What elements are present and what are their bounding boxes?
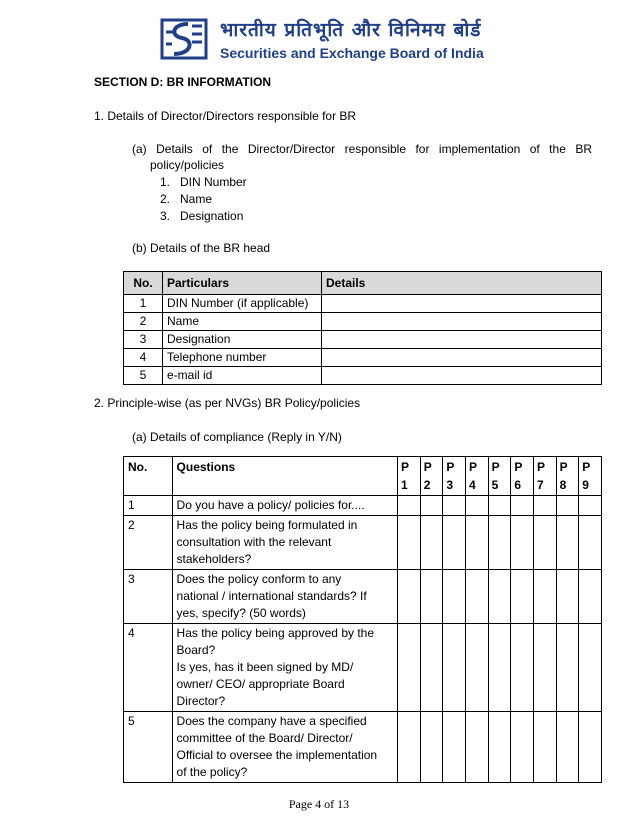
row-detail [322, 367, 602, 385]
row-particular: Designation [163, 331, 322, 349]
header-principle: P 4 [466, 457, 489, 496]
header-details: Details [322, 272, 602, 295]
table-row [124, 570, 602, 624]
list-item: 2. Name [160, 192, 213, 206]
header-principle: P 5 [488, 457, 511, 496]
section-title: SECTION D: BR INFORMATION [94, 75, 272, 89]
header-principle: P 1 [398, 457, 421, 496]
item-2a-heading: (a) Details of compliance (Reply in Y/N) [132, 430, 342, 444]
header-particulars: Particulars [163, 272, 322, 295]
header-principle: P 3 [443, 457, 466, 496]
row-question: Do you have a policy/ policies for.... [172, 496, 398, 516]
row-question: Does the policy conform to any national / international standards? If yes, specify? (50 words) [172, 570, 398, 624]
header-questions: Questions [172, 457, 398, 496]
row-no: 1 [124, 295, 163, 313]
row-no: 5 [124, 367, 163, 385]
page-number: Page 4 of 13 [288, 797, 350, 811]
table-row [124, 624, 602, 712]
item-2-heading: 2. Principle-wise (as per NVGs) BR Policy/policies [94, 396, 361, 410]
table-header-row [124, 272, 602, 295]
row-detail [322, 331, 602, 349]
table-row [124, 367, 602, 385]
item-1-heading: 1. Details of Director/Directors responsible for BR [94, 109, 357, 123]
table-row [124, 496, 602, 516]
table-row [124, 712, 602, 783]
row-question: Has the policy being approved by the Board? Is yes, has it been signed by MD/ owner/ CEO/ appropriate Board Director? [172, 624, 398, 712]
row-detail [322, 349, 602, 367]
compliance-table [123, 456, 602, 783]
row-no: 2 [124, 313, 163, 331]
header-principle: P 6 [511, 457, 534, 496]
table-row [124, 331, 602, 349]
header-principle: P 8 [556, 457, 579, 496]
row-no: 3 [124, 331, 163, 349]
english-title: Securities and Exchange Board of India [220, 45, 484, 61]
letterhead [158, 12, 518, 66]
item-1a-line1: (a) Details of the Director/Director responsible for implementation of the BR [132, 142, 592, 156]
table-header-row [124, 457, 602, 496]
header-no: No. [124, 272, 163, 295]
row-no: 2 [124, 516, 173, 570]
table-row [124, 313, 602, 331]
list-item: 3. Designation [160, 209, 244, 223]
br-head-table [123, 271, 602, 385]
row-no: 3 [124, 570, 173, 624]
row-detail [322, 313, 602, 331]
row-question: Has the policy being formulated in consultation with the relevant stakeholders? [172, 516, 398, 570]
table-row [124, 295, 602, 313]
table-row [124, 349, 602, 367]
row-question: Does the company have a specified committee of the Board/ Director/ Official to oversee the implementation of the policy? [172, 712, 398, 783]
hindi-title: भारतीय प्रतिभूति और विनिमय बोर्ड [220, 19, 482, 41]
header-principle: P 9 [579, 457, 602, 496]
row-no: 1 [124, 496, 173, 516]
list-item: 1. DIN Number [160, 175, 247, 189]
table-row [124, 516, 602, 570]
row-no: 4 [124, 349, 163, 367]
row-particular: e-mail id [163, 367, 322, 385]
row-detail [322, 295, 602, 313]
row-no: 5 [124, 712, 173, 783]
sebi-logo-icon [158, 14, 210, 64]
row-particular: DIN Number (if applicable) [163, 295, 322, 313]
header-no: No. [124, 457, 173, 496]
item-1a-line2: policy/policies [150, 158, 225, 172]
row-no: 4 [124, 624, 173, 712]
row-particular: Telephone number [163, 349, 322, 367]
header-principle: P 2 [420, 457, 443, 496]
row-particular: Name [163, 313, 322, 331]
item-1b-heading: (b) Details of the BR head [132, 241, 271, 255]
header-principle: P 7 [533, 457, 556, 496]
